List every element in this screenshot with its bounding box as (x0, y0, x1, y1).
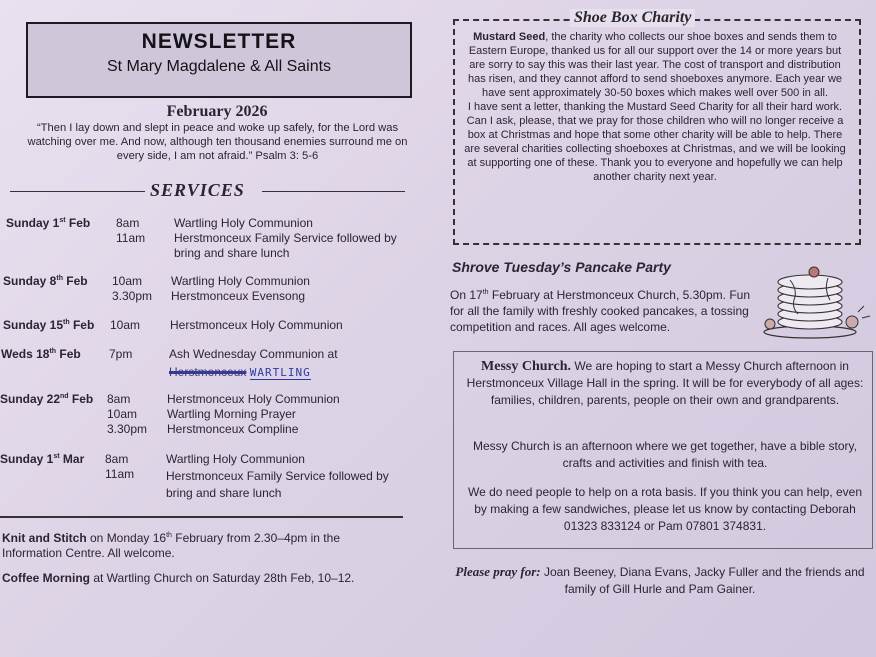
service-day: Sunday 8th Feb (3, 274, 88, 288)
service-descriptions: Wartling Holy Communion Herstmonceux Evensong (171, 274, 310, 303)
service-times: 8am 11am (105, 452, 135, 481)
pancake-stack-icon (760, 262, 872, 340)
service-times: 8am 11am (116, 216, 146, 245)
prayer-list: Please pray for: Joan Beeney, Diana Evans, Jacky Fuller and the friends and family of Gill Hurle and Pam Gainer. (455, 564, 865, 596)
service-day: Sunday 22nd Feb (0, 392, 94, 406)
service-times: 10am 3.30pm (112, 274, 153, 303)
messy-church-description: Messy Church is an afternoon where we get together, have a bible story, crafts and activities and finish with tea. (473, 439, 857, 470)
shoebox-title: Shoe Box Charity (570, 9, 695, 27)
pancake-party-text: On 17th February at Herstmonceux Church, 5.30pm. Fun for all the family with freshly cooked pancakes, a tossing competition and races. All ages welcome. (450, 288, 750, 334)
heading-rule-left (10, 191, 145, 192)
service-times: 10am (110, 318, 141, 332)
messy-church-helpers: We do need people to help on a rota basis. If you think you can help, even by making a few sandwiches, please let us know by contacting Deborah 01323 833124 or Pam 07801 374831. (467, 485, 863, 533)
services-heading: SERVICES (150, 180, 245, 200)
newsletter-title-box (26, 22, 412, 98)
service-day: Sunday 15th Feb (3, 318, 95, 332)
service-descriptions: Ash Wednesday Communion at Herstmonceux WARTLING (169, 347, 338, 379)
knit-and-stitch-notice: Knit and Stitch on Monday 16th February from 2.30–4pm in the Information Centre. All welcome. (2, 531, 340, 560)
messy-church-intro: Messy Church. We are hoping to start a Messy Church afternoon in Herstmonceux Village Hall in the spring. It will be for everybody of all ages: families, children, parents, people on their own and grandparents. (466, 359, 864, 407)
parish-name: St Mary Magdalene & All Saints (106, 58, 332, 75)
heading-rule-right (262, 191, 405, 192)
service-times: 7pm (109, 347, 133, 361)
service-descriptions: Wartling Holy Communion Herstmonceux Family Service followed by bring and share lunch (166, 452, 389, 500)
handwritten-location: WARTLING (249, 366, 311, 379)
bible-verse: “Then I lay down and slept in peace and woke up safely, for the Lord was watching over me. And now, although ten thousand enemies surround me on every side, I am not afraid.” Psalm 3: 5-6 (27, 122, 408, 162)
service-day: Sunday 1st Feb (6, 216, 91, 230)
struck-location: Herstmonceux (169, 365, 247, 379)
newsletter-title: NEWSLETTER (141, 30, 297, 53)
section-divider (0, 516, 403, 518)
coffee-morning-notice: Coffee Morning at Wartling Church on Saturday 28th Feb, 10–12. (2, 571, 355, 585)
newsletter-month: February 2026 (166, 103, 268, 120)
service-day: Weds 18th Feb (1, 347, 81, 361)
shoebox-text: Mustard Seed, the charity who collects our shoe boxes and sends them to Eastern Europe, thanked us for all our support over the 14 or more years but are sorry to say this was their last year. The cost of transport and distribution has risen, and they cannot afford to send shoeboxes anymore. Each year we have sent approximately 30-50 boxes which makes well over 500 in all. I have sent a letter, thanking the Mustard Seed Charity for all their hard work. Can I ask, please, that we pray for those children who will no longer receive a box at Christmas and hope that some other charity will be able to help. There are several charities collecting shoeboxes at Christmas, and we will be looking at supporting one of these. Thank you to everyone and hopefully we can help another charity next year. (464, 31, 846, 183)
service-descriptions: Herstmonceux Holy Communion (170, 318, 343, 332)
service-descriptions: Wartling Holy Communion Herstmonceux Family Service followed by bring and share lunch (174, 216, 397, 260)
pancake-party-title: Shrove Tuesday’s Pancake Party (452, 259, 671, 275)
service-day: Sunday 1st Mar (0, 452, 85, 466)
service-descriptions: Herstmonceux Holy Communion Wartling Morning Prayer Herstmonceux Compline (167, 392, 340, 436)
service-times: 8am 10am 3.30pm (107, 392, 148, 436)
